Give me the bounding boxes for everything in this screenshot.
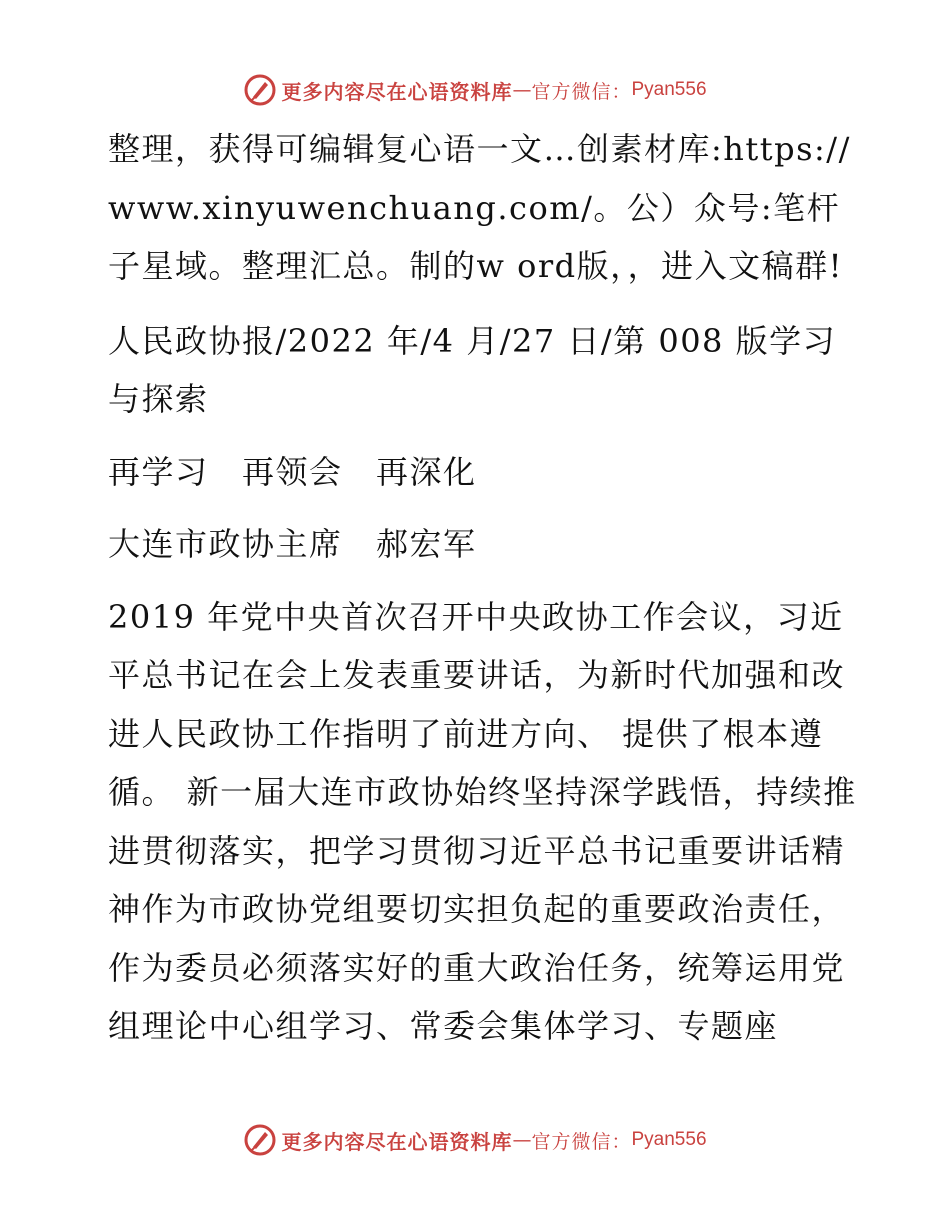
banner-official-label: 官方微信： <box>531 80 632 103</box>
body-paragraph: 2019 年党中央首次召开中央政协工作会议，习近平总书记在会上发表重要讲话，为新时代加强和改进人民政协工作指明了前进方向、 提供了根本遵循。 新一届大连市政协始终坚持深学践悟，持续推进贯彻落实，把学习贯彻习近平总书记重要讲话精神作为市政协党组要切实担负起的重要政治责任，作为委员必须落实好的重大政治任务，统筹运用党组理论中心组学习、常委会集体学习、专题座 <box>108 597 857 1045</box>
article-title: 再学习 再领会 再深化 <box>108 452 477 491</box>
article-author: 大连市政协主席 郝宏军 <box>108 525 477 563</box>
logo-icon <box>243 73 277 107</box>
source-line: 人民政协报/2022 年/4 月/27 日/第 008 版学习与探索 <box>108 321 837 418</box>
footer-banner <box>0 1120 950 1160</box>
banner-separator: — <box>512 1129 532 1151</box>
banner-separator: — <box>512 79 532 101</box>
intro-paragraph: 整理，获得可编辑复心语一文…创素材库:https://www.xinyuwenchuang.com/。公）众号:笔杆子星域。整理汇总。制的w ord版，，进入文稿群! <box>108 130 851 285</box>
logo-icon <box>243 1123 277 1157</box>
document-body <box>98 120 858 1056</box>
banner-brand: 更多内容尽在心语资料库 <box>281 79 513 104</box>
banner-brand: 更多内容尽在心语资料库 <box>281 1129 513 1154</box>
header-banner <box>0 70 950 110</box>
banner-wechat-id: Pyan556 <box>631 1129 707 1150</box>
banner-official-label: 官方微信： <box>531 1130 632 1153</box>
banner-wechat-id: Pyan556 <box>631 79 707 100</box>
